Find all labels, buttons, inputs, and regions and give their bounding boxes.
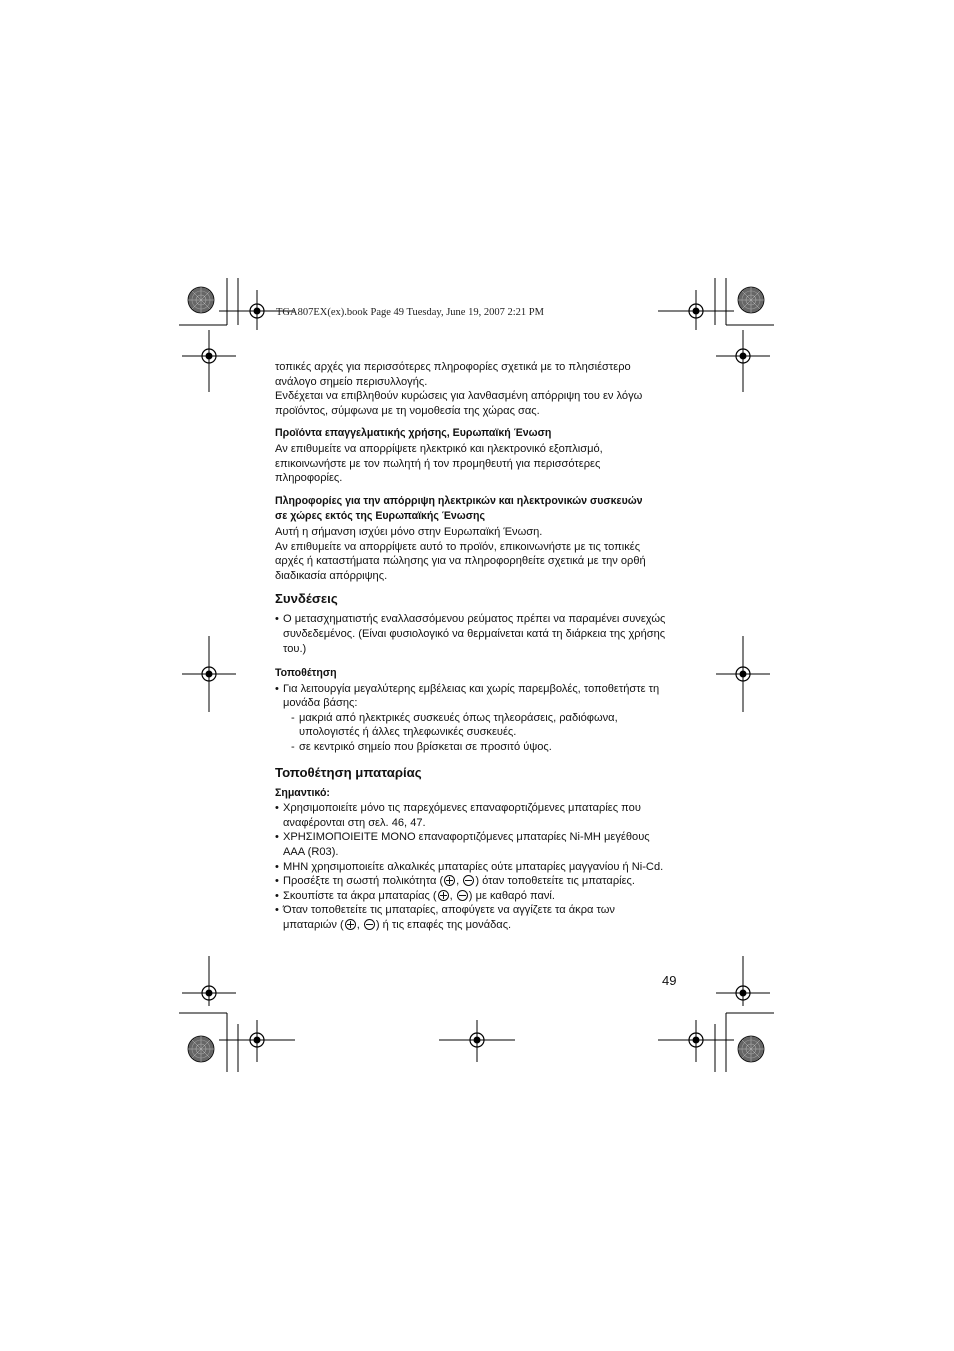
placement-heading: Τοποθέτηση <box>275 667 337 680</box>
outside-eu-heading-line: Πληροφορίες για την απόρριψη ηλεκτρικών και ηλεκτρονικών συσκευών <box>275 494 643 507</box>
battery-title: Τοποθέτηση μπαταρίας <box>275 764 422 780</box>
outside-eu-heading-line: σε χώρες εκτός της Ευρωπαϊκής Ένωσης <box>275 510 485 523</box>
list-item-text: ) όταν τοποθετείτε τις μπαταρίες. <box>475 875 635 888</box>
list-item <box>275 830 685 859</box>
list-item-line: αναφέρονται στη σελ. 46, 47. <box>283 816 426 829</box>
sub-list-item <box>291 740 685 755</box>
important-label: Σημαντικό: <box>275 786 330 799</box>
list-item <box>275 860 685 875</box>
list-item <box>275 682 685 755</box>
separator: , <box>356 919 363 931</box>
list-item-line: Χρησιμοποιείτε μόνο τις παρεχόμενες επαναφορτιζόμενες μπαταρίες που <box>283 802 641 815</box>
list-item-text: Προσέξτε τη σωστή πολικότητα ( <box>283 875 444 888</box>
minus-polarity-icon <box>364 919 375 930</box>
list-item-line: μακριά από ηλεκτρικές συσκευές όπως τηλεοράσεις, ραδιόφωνα, <box>299 711 618 724</box>
list-item-text: μπαταριών ( <box>283 919 344 931</box>
outside-eu-line: Αν επιθυμείτε να απορρίψετε αυτό το προϊόν, επικοινωνήστε με τις τοπικές <box>275 540 641 553</box>
page-content <box>275 360 685 933</box>
outside-eu-line: Αυτή η σήμανση ισχύει μόνο στην Ευρωπαϊκή Ένωση. <box>275 525 543 538</box>
connections-list <box>275 612 685 656</box>
separator: , <box>449 889 456 902</box>
intro-line: ανάλογο σημείο περισυλλογής. <box>275 375 428 388</box>
separator: , <box>456 875 463 888</box>
business-heading: Προϊόντα επαγγελματικής χρήσης, Ευρωπαϊκή Ένωση <box>275 427 552 440</box>
plus-polarity-icon <box>444 875 455 886</box>
list-item-line: ΜΗΝ χρησιμοποιείτε αλκαλικές μπαταρίες ούτε μπαταρίες μαγγανίου ή Ni-Cd. <box>283 860 664 873</box>
star-target-top-left <box>188 287 214 313</box>
list-item-line: μονάδα βάσης: <box>283 697 358 710</box>
list-item <box>275 612 685 656</box>
list-item-line: Για λειτουργία μεγαλύτερης εμβέλειας και χωρίς παρεμβολές, τοποθετήστε τη <box>283 682 660 695</box>
star-target-bottom-right <box>738 1036 764 1062</box>
placement-list <box>275 682 685 755</box>
plus-polarity-icon <box>438 890 449 901</box>
list-item <box>275 889 685 904</box>
outside-eu-heading <box>275 509 685 524</box>
list-item-line: AAA (R03). <box>283 846 339 859</box>
outside-eu-line: διαδικασία απόρριψης. <box>275 569 388 582</box>
minus-polarity-icon <box>463 875 474 886</box>
list-item-text: Σκουπίστε τα άκρα μπαταρίας ( <box>283 889 437 902</box>
plus-polarity-icon <box>345 919 356 930</box>
business-line: πληροφορίες. <box>275 472 343 485</box>
outside-eu-heading <box>275 494 685 509</box>
list-item-line: συνδεδεμένος. (Είναι φυσιολογικό να θερμαίνεται κατά τη διάρκεια της χρήσης <box>283 627 666 640</box>
placement-sublist <box>283 711 685 755</box>
intro-line: Ενδέχεται να επιβληθούν κυρώσεις για λανθασμένη απόρριψη του εν λόγω <box>275 390 643 403</box>
list-item-line: Ο μετασχηματιστής εναλλασσόμενου ρεύματος πρέπει να παραμένει συνεχώς <box>283 613 666 626</box>
business-line: επικοινωνήστε με τον πωλητή ή τον προμηθευτή για περισσότερες <box>275 457 601 470</box>
sub-list-item <box>291 711 685 740</box>
page-number: 49 <box>662 973 677 988</box>
list-item-line: Όταν τοποθετείτε τις μπαταρίες, αποφύγετε να αγγίζετε τα άκρα των <box>283 904 615 917</box>
intro-line: τοπικές αρχές για περισσότερες πληροφορίες σχετικά με το πλησιέστερο <box>275 361 631 373</box>
star-target-top-right <box>738 287 764 313</box>
intro-line: προϊόντος, σύμφωνα με τη νομοθεσία της χώρας σας. <box>275 404 540 417</box>
list-item <box>275 903 685 932</box>
book-header: TGA807EX(ex).book Page 49 Tuesday, June 19, 2007 2:21 PM <box>276 307 544 318</box>
list-item <box>275 874 685 889</box>
battery-list <box>275 801 685 932</box>
list-item <box>275 801 685 830</box>
list-item-line: υπολογιστές ή άλλες τηλεφωνικές συσκευές. <box>299 726 517 739</box>
list-item-line: ΧΡΗΣΙΜΟΠΟΙΕΙΤΕ ΜΟΝΟ επαναφορτιζόμενες μπαταρίες Ni-MH μεγέθους <box>283 831 650 844</box>
minus-polarity-icon <box>457 890 468 901</box>
star-target-bottom-left <box>188 1036 214 1062</box>
list-item-text: ) ή τις επαφές της μονάδας. <box>375 919 512 931</box>
outside-eu-line: αρχές ή καταστήματα πώλησης για να πληροφορηθείτε σχετικά με την ορθή <box>275 555 646 568</box>
business-line: Αν επιθυμείτε να απορρίψετε ηλεκτρικό και ηλεκτρονικό εξοπλισμό, <box>275 442 603 455</box>
list-item-line: του.) <box>283 642 307 655</box>
list-item-text: ) με καθαρό πανί. <box>468 889 555 902</box>
list-item-line: σε κεντρικό σημείο που βρίσκεται σε προσιτό ύψος. <box>299 741 552 754</box>
connections-title: Συνδέσεις <box>275 591 338 607</box>
